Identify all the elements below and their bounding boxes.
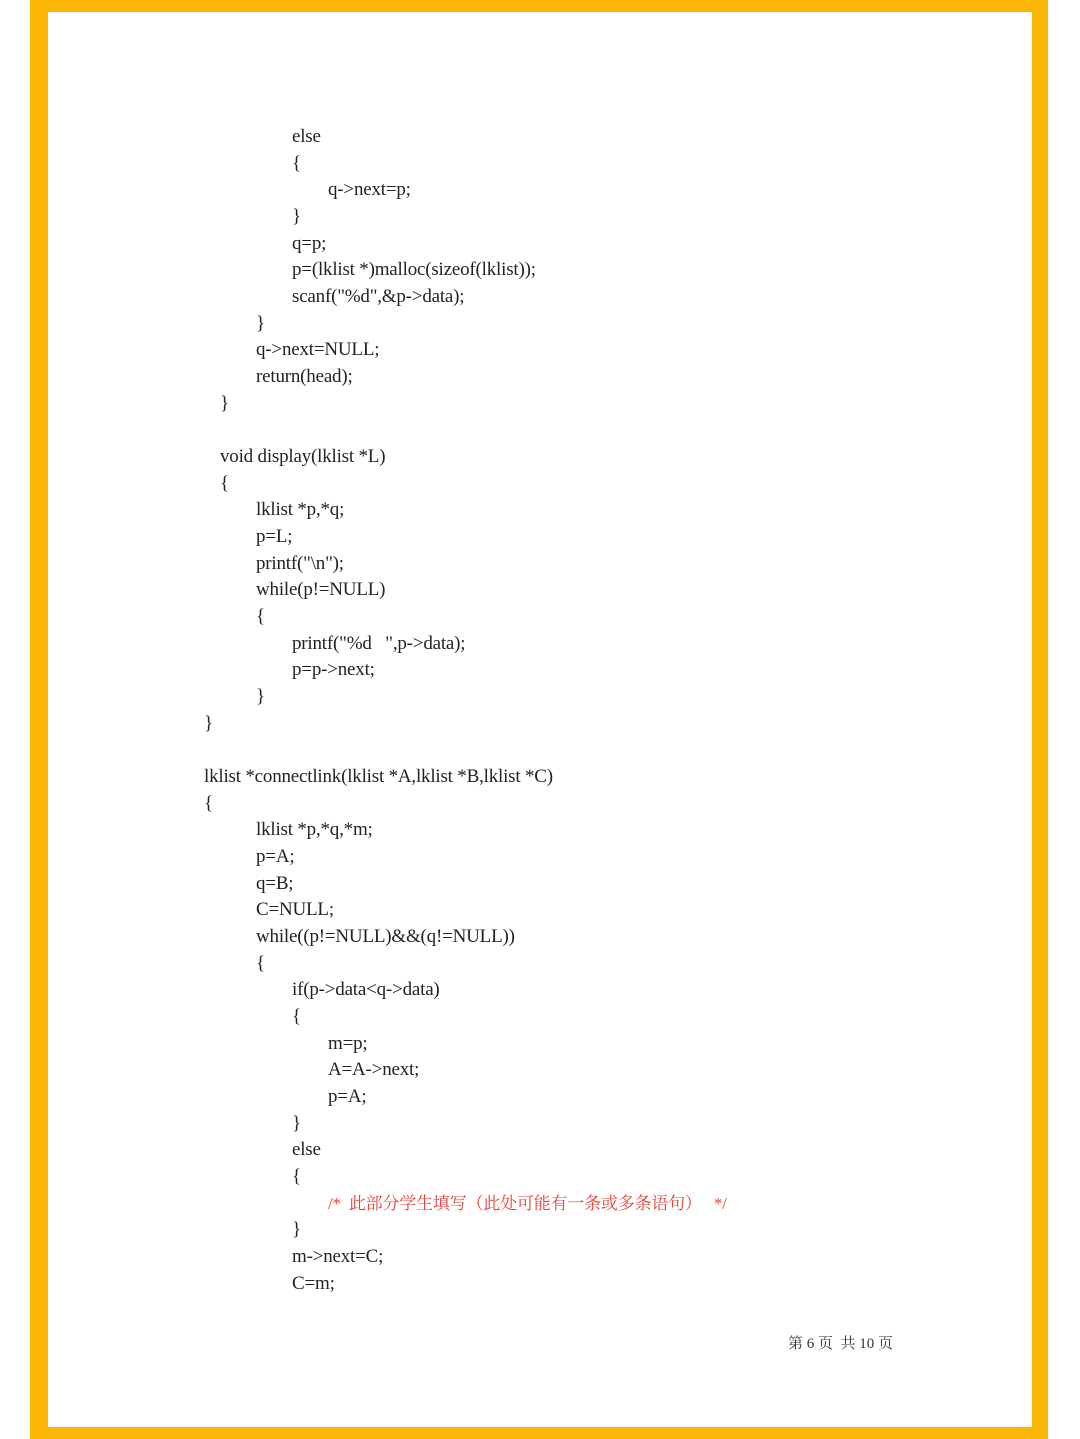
code-line: q=B; xyxy=(256,873,294,894)
code-line: p=A; xyxy=(256,846,295,867)
code-line: lklist *p,*q; xyxy=(256,499,345,520)
code-line: q->next=NULL; xyxy=(256,339,380,360)
code-line: } xyxy=(204,713,213,734)
code-line: { xyxy=(292,1006,301,1027)
code-line: } xyxy=(292,1219,301,1240)
student-fill-comment: /* 此部分学生填写（此处可能有一条或多条语句） */ xyxy=(328,1194,727,1213)
code-line: else xyxy=(292,126,321,147)
code-line: p=(lklist *)malloc(sizeof(lklist)); xyxy=(292,259,536,280)
code-line: return(head); xyxy=(256,366,353,387)
code-line: else xyxy=(292,1139,321,1160)
code-line: } xyxy=(256,686,265,707)
code-line: printf("\n"); xyxy=(256,553,344,574)
code-line: p=L; xyxy=(256,526,293,547)
code-line: { xyxy=(256,953,265,974)
code-line: while((p!=NULL)&&(q!=NULL)) xyxy=(256,926,515,947)
code-line: p=A; xyxy=(328,1086,367,1107)
code-line: while(p!=NULL) xyxy=(256,579,386,600)
code-line: lklist *p,*q,*m; xyxy=(256,819,373,840)
code-line: p=p->next; xyxy=(292,659,375,680)
code-line: { xyxy=(292,153,301,174)
code-line: { xyxy=(292,1166,301,1187)
code-line: void display(lklist *L) xyxy=(220,446,386,467)
code-line: } xyxy=(256,313,265,334)
code-line: { xyxy=(204,793,213,814)
code-line: q->next=p; xyxy=(328,179,411,200)
code-line: lklist *connectlink(lklist *A,lklist *B,lklist *C) xyxy=(204,766,553,787)
code-line: scanf("%d",&p->data); xyxy=(292,286,465,307)
code-line: } xyxy=(292,206,301,227)
code-line: if(p->data<q->data) xyxy=(292,979,440,1000)
code-line: { xyxy=(256,606,265,627)
code-line: m->next=C; xyxy=(292,1246,384,1267)
code-line: } xyxy=(292,1113,301,1134)
page-number-footer: 第 6 页 共 10 页 xyxy=(788,1336,894,1352)
code-line: q=p; xyxy=(292,233,327,254)
code-line: C=m; xyxy=(292,1273,335,1294)
code-line: } xyxy=(220,393,229,414)
code-line: printf("%d ",p->data); xyxy=(292,633,466,654)
document-page xyxy=(48,12,1032,1427)
code-line: A=A->next; xyxy=(328,1059,420,1080)
code-line: C=NULL; xyxy=(256,899,334,920)
code-line: { xyxy=(220,473,229,494)
code-line: m=p; xyxy=(328,1033,368,1054)
